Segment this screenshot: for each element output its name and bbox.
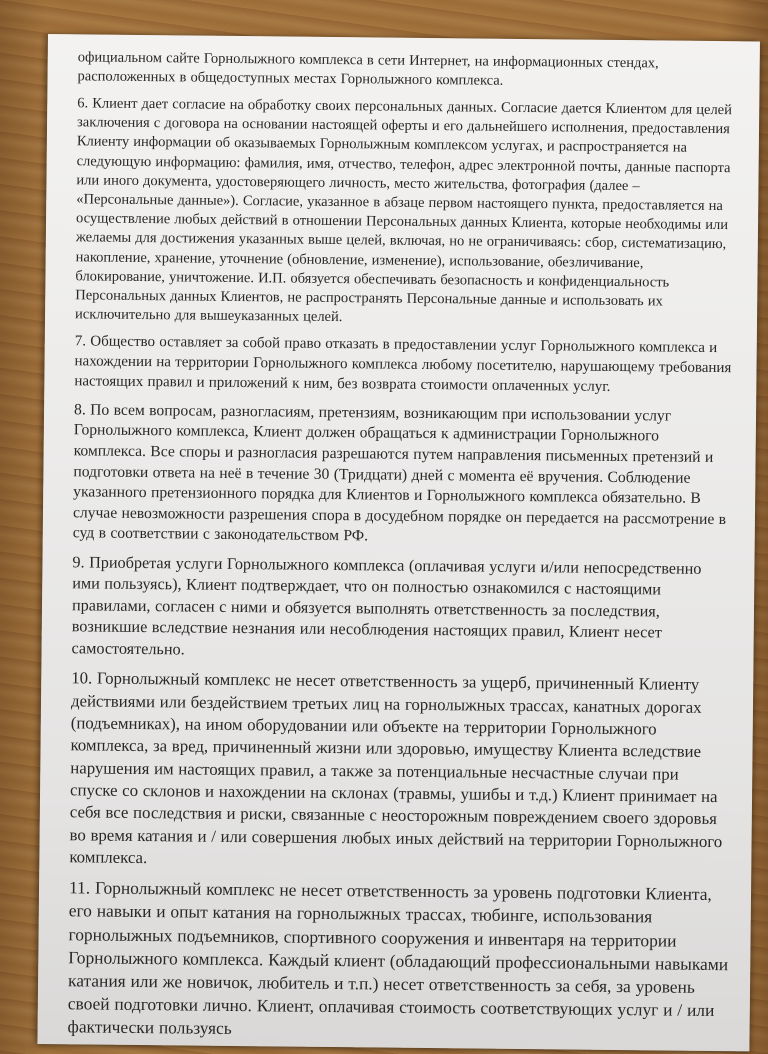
paragraph-10-liability: 10. Горнолыжный комплекс не несет ответственность за ущерб, причиненный Клиенту действиями или бездействием третьих лиц на горнолыжных трассах, канатных дорогах (подъемниках), на ином оборудовании или объекте на территории Горнолыжного комплекса, за вред, причиненный жизни или здоровью, имуществу Клиента вследствие нарушения им настоящих правил, а также за потенциальные несчастные случаи при спуске со склонов и нахождении на склонах (травмы, ушибы и т.д.) Клиент принимает на себя все последствия и риски, связанные с неосторожным повреждением своего здоровья во время катания и / или совершения любых иных действий на территории Горнолыжного комплекса.	[69, 668, 723, 867]
paragraph-8-disputes: 8. По всем вопросам, разногласиям, претензиям, возникающим при использовании услуг Горнолыжного комплекса, Клиент должен обращаться к администрации Горнолыжного комплекса. Все споры и разногласия разрешаются путем направления письменных претензий и подготовки ответа на неё в течение 30 (Тридцати) дней с момента её вручения. Соблюдение указанного претензионного порядка для Клиентов и Горнолыжного комплекса обязательно. В случае невозможности разрешения спора в досудебном порядке он передается на рассмотрение в суд в соответствии с законодательством РФ.	[72, 401, 727, 545]
paragraph-9-acceptance: 9. Приобретая услуги Горнолыжного комплекса (оплачивая услуги и/или непосредственно ими пользуясь), Клиент подтверждает, что он полностью ознакомился с настоящими правилами, согласен с ними и обязуется выполнять ответственность за последствия, возникшие вследствие незнания или несоблюдения настоящих правил, Клиент несет самостоятельно.	[71, 553, 702, 659]
paragraph-6-personal-data: 6. Клиент дает согласие на обработку своих персональных данных. Согласие дается Клиентом для целей заключения с договора на основании настоящей оферты и его дальнейшего исполнения, предоставления Клиенту информации об оказываемых Горнолыжным комплексом услугах, и распространяется на следующую информацию: фамилия, имя, отчество, телефон, адрес электронной почты, данные паспорта или иного документа, удостоверяющего личность, место жительства, фотография (далее – «Персональные данные»). Согласие, указанное в абзаце первом настоящего пункта, предоставляется на осуществление любых действий в отношении Персональных данных Клиента, которые необходимы или желаемы для достижения указанных выше целей, включая, но не ограничиваясь: сбор, систематизацию, накопление, хранение, уточнение (обновление, изменение), использование, обезличивание, блокирование, уничтожение. И.П. обязуется обеспечивать безопасность и конфиденциальность Персональных данных Клиентов, не распространять Персональные данные и использовать их исключительно для вышеуказанных целей.	[74, 95, 733, 326]
paragraph-7-refusal: 7. Общество оставляет за собой право отказать в предоставлении услуг Горнолыжного комплекса и нахождении на территории Горнолыжного комплекса любому посетителю, нарушающему требования настоящих правил и приложений к ним, без возврата стоимости оплаченных услуг.	[74, 333, 732, 395]
paragraph-intro: официальном сайте Горнолыжного комплекса в сети Интернет, на информационных стендах, расположенных в общедоступных местах Горнолыжного комплекса.	[77, 49, 659, 89]
paragraph-11-skill-level: 11. Горнолыжный комплекс не несет ответственность за уровень подготовки Клиента, его навыки и опыт катания на горнолыжных трассах, тюбинге, использования горнолыжных подъемников, спортивного сооружения и инвентаря на территории Горнолыжного комплекса. Каждый клиент (обладающий профессиональными навыками катания или же новичок, любитель и т.п.) несет ответственность за себя, за уровень своей подготовки лично. Клиент, оплачивая стоимость соответствующих услуг и / или фактически пользуясь	[67, 877, 729, 1039]
document-body	[67, 48, 737, 1053]
document-page	[37, 34, 760, 1051]
